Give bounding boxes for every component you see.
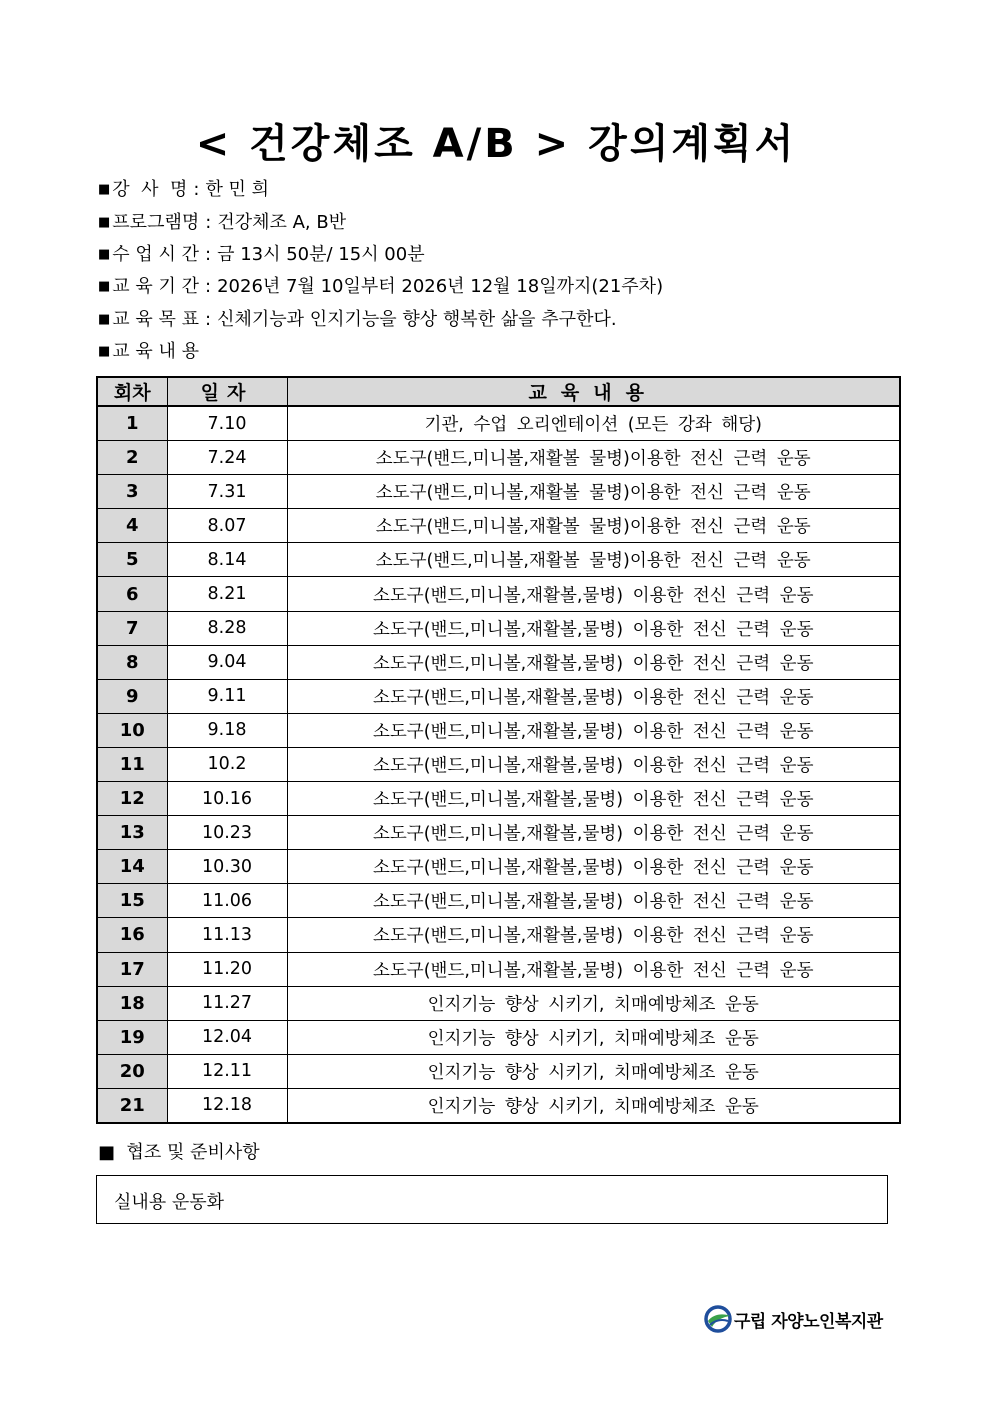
session-date: 9.18 bbox=[167, 713, 287, 747]
session-content: 인지기능 향상 시키기, 치매예방체조 운동 bbox=[287, 1054, 900, 1088]
info-line bbox=[98, 243, 425, 267]
session-date: 7.10 bbox=[167, 406, 287, 441]
info-value: 2026년 7월 10일부터 2026년 12월 18일까지(21주차) bbox=[217, 276, 664, 297]
table-row bbox=[97, 986, 900, 1020]
table-row bbox=[97, 406, 900, 441]
session-number: 15 bbox=[97, 884, 167, 918]
session-date: 11.27 bbox=[167, 986, 287, 1020]
info-separator: : bbox=[205, 276, 212, 297]
session-content: 소도구(밴드,미니볼,재활볼 물병)이용한 전신 근력 운동 bbox=[287, 509, 900, 543]
info-line bbox=[98, 275, 663, 299]
session-content: 소도구(밴드,미니볼,재활볼,물병) 이용한 전신 근력 운동 bbox=[287, 850, 900, 884]
info-label: 교 육 내 용 bbox=[112, 341, 200, 362]
session-content: 소도구(밴드,미니볼,재활볼 물병)이용한 전신 근력 운동 bbox=[287, 441, 900, 475]
session-date: 9.11 bbox=[167, 679, 287, 713]
session-date: 11.20 bbox=[167, 952, 287, 986]
session-date: 12.11 bbox=[167, 1054, 287, 1088]
info-value: 금 13시 50분/ 15시 00분 bbox=[217, 244, 425, 265]
table-row bbox=[97, 441, 900, 475]
organization-name: 구립 자양노인복지관 bbox=[734, 1311, 883, 1332]
session-number: 20 bbox=[97, 1054, 167, 1088]
welfare-center-logo-icon bbox=[704, 1305, 732, 1333]
session-content: 인지기능 향상 시키기, 치매예방체조 운동 bbox=[287, 1020, 900, 1054]
session-number: 3 bbox=[97, 475, 167, 509]
session-number: 4 bbox=[97, 509, 167, 543]
session-date: 7.24 bbox=[167, 441, 287, 475]
table-row bbox=[97, 509, 900, 543]
session-number: 16 bbox=[97, 918, 167, 952]
table-row bbox=[97, 475, 900, 509]
session-content: 소도구(밴드,미니볼,재활볼,물병) 이용한 전신 근력 운동 bbox=[287, 747, 900, 781]
session-content: 소도구(밴드,미니볼,재활볼,물병) 이용한 전신 근력 운동 bbox=[287, 645, 900, 679]
table-row bbox=[97, 884, 900, 918]
table-row bbox=[97, 952, 900, 986]
session-number: 1 bbox=[97, 406, 167, 441]
bullet-square-icon: ■ bbox=[98, 215, 111, 230]
session-content: 기관, 수업 오리엔테이션 (모든 강좌 해당) bbox=[287, 406, 900, 441]
info-value: 건강체조 A, B반 bbox=[217, 212, 347, 233]
session-content: 소도구(밴드,미니볼,재활볼 물병)이용한 전신 근력 운동 bbox=[287, 543, 900, 577]
organization-logo bbox=[704, 1305, 883, 1333]
session-content: 소도구(밴드,미니볼,재활볼 물병)이용한 전신 근력 운동 bbox=[287, 475, 900, 509]
session-date: 12.04 bbox=[167, 1020, 287, 1054]
session-number: 14 bbox=[97, 850, 167, 884]
preparation-heading: ■ 협조 및 준비사항 bbox=[98, 1142, 260, 1163]
session-number: 5 bbox=[97, 543, 167, 577]
session-number: 8 bbox=[97, 645, 167, 679]
table-row bbox=[97, 747, 900, 781]
table-header-row bbox=[97, 377, 900, 406]
session-content: 소도구(밴드,미니볼,재활볼,물병) 이용한 전신 근력 운동 bbox=[287, 884, 900, 918]
info-separator: : bbox=[205, 244, 212, 265]
session-date: 9.04 bbox=[167, 645, 287, 679]
session-content: 소도구(밴드,미니볼,재활볼,물병) 이용한 전신 근력 운동 bbox=[287, 816, 900, 850]
session-date: 11.13 bbox=[167, 918, 287, 952]
session-number: 7 bbox=[97, 611, 167, 645]
session-number: 19 bbox=[97, 1020, 167, 1054]
session-content: 소도구(밴드,미니볼,재활볼,물병) 이용한 전신 근력 운동 bbox=[287, 713, 900, 747]
session-number: 9 bbox=[97, 679, 167, 713]
header-session-no: 회차 bbox=[97, 377, 167, 406]
info-label: 교 육 목 표 bbox=[112, 309, 200, 330]
bullet-square-icon: ■ bbox=[98, 312, 111, 327]
table-row bbox=[97, 1054, 900, 1088]
session-content: 소도구(밴드,미니볼,재활볼,물병) 이용한 전신 근력 운동 bbox=[287, 577, 900, 611]
session-number: 10 bbox=[97, 713, 167, 747]
info-label: 수 업 시 간 bbox=[112, 244, 200, 265]
session-number: 17 bbox=[97, 952, 167, 986]
session-date: 8.07 bbox=[167, 509, 287, 543]
bullet-square-icon: ■ bbox=[98, 344, 111, 359]
session-content: 소도구(밴드,미니볼,재활볼,물병) 이용한 전신 근력 운동 bbox=[287, 679, 900, 713]
session-content: 인지기능 향상 시키기, 치매예방체조 운동 bbox=[287, 986, 900, 1020]
table-row bbox=[97, 611, 900, 645]
session-content: 소도구(밴드,미니볼,재활볼,물병) 이용한 전신 근력 운동 bbox=[287, 782, 900, 816]
table-row bbox=[97, 645, 900, 679]
session-number: 18 bbox=[97, 986, 167, 1020]
session-number: 13 bbox=[97, 816, 167, 850]
session-date: 10.23 bbox=[167, 816, 287, 850]
info-label: 강 사 명 bbox=[112, 179, 188, 200]
info-line bbox=[98, 178, 269, 202]
session-date: 12.18 bbox=[167, 1088, 287, 1123]
bullet-square-icon: ■ bbox=[98, 279, 111, 294]
info-separator: : bbox=[205, 309, 212, 330]
info-line bbox=[98, 211, 346, 235]
session-content: 인지기능 향상 시키기, 치매예방체조 운동 bbox=[287, 1088, 900, 1123]
bullet-square-icon: ■ bbox=[98, 182, 111, 197]
table-row bbox=[97, 850, 900, 884]
session-date: 7.31 bbox=[167, 475, 287, 509]
header-date: 일자 bbox=[167, 377, 287, 406]
session-date: 10.30 bbox=[167, 850, 287, 884]
session-date: 11.06 bbox=[167, 884, 287, 918]
session-number: 6 bbox=[97, 577, 167, 611]
table-row bbox=[97, 918, 900, 952]
preparation-text: 실내용 운동화 bbox=[114, 1192, 225, 1213]
info-label: 프로그램명 bbox=[112, 212, 200, 233]
session-content: 소도구(밴드,미니볼,재활볼,물병) 이용한 전신 근력 운동 bbox=[287, 611, 900, 645]
info-separator: : bbox=[205, 212, 212, 233]
table-row bbox=[97, 782, 900, 816]
table-row bbox=[97, 543, 900, 577]
session-content: 소도구(밴드,미니볼,재활볼,물병) 이용한 전신 근력 운동 bbox=[287, 918, 900, 952]
info-value: 한 민 희 bbox=[205, 179, 270, 200]
session-number: 11 bbox=[97, 747, 167, 781]
table-row bbox=[97, 816, 900, 850]
table-row bbox=[97, 679, 900, 713]
header-content: 교육내용 bbox=[287, 377, 900, 406]
info-value: 신체기능과 인지기능을 향상 행복한 삶을 추구한다. bbox=[217, 309, 617, 330]
session-date: 8.21 bbox=[167, 577, 287, 611]
bullet-square-icon: ■ bbox=[98, 247, 111, 262]
session-date: 10.2 bbox=[167, 747, 287, 781]
session-date: 8.14 bbox=[167, 543, 287, 577]
info-line bbox=[98, 340, 211, 364]
schedule-table bbox=[96, 376, 901, 1124]
info-line bbox=[98, 308, 617, 332]
session-number: 2 bbox=[97, 441, 167, 475]
page-title: < 건강체조 A/B > 강의계획서 bbox=[195, 121, 797, 167]
table-row bbox=[97, 713, 900, 747]
info-separator: : bbox=[193, 179, 200, 200]
table-row bbox=[97, 1088, 900, 1123]
preparation-box bbox=[96, 1175, 888, 1224]
session-date: 8.28 bbox=[167, 611, 287, 645]
info-label: 교 육 기 간 bbox=[112, 276, 200, 297]
session-content: 소도구(밴드,미니볼,재활볼,물병) 이용한 전신 근력 운동 bbox=[287, 952, 900, 986]
table-row bbox=[97, 577, 900, 611]
table-row bbox=[97, 1020, 900, 1054]
session-date: 10.16 bbox=[167, 782, 287, 816]
session-number: 21 bbox=[97, 1088, 167, 1123]
session-number: 12 bbox=[97, 782, 167, 816]
